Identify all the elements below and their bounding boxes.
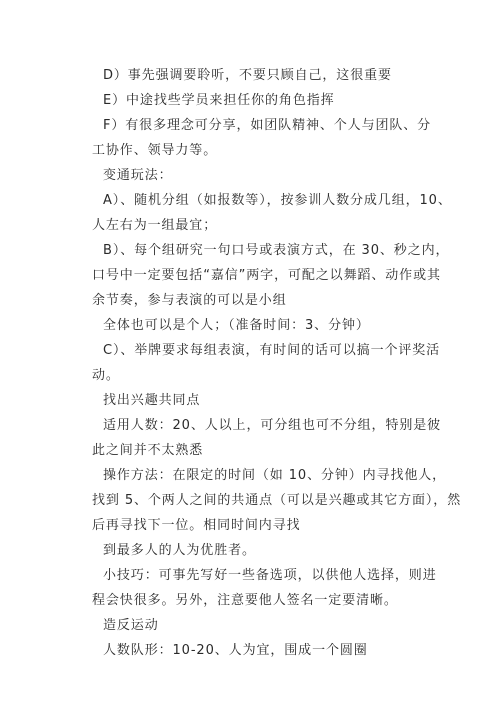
text-line-11: 全体也可以是个人；（准备时间：3、分钟） <box>103 318 370 333</box>
text-line-10: 余节奏，参与表演的可以是小组 <box>92 293 287 308</box>
text-line-20: 到最多人的人为优胜者。 <box>103 543 256 558</box>
text-line-3: F）有很多理念可分享，如团队精神、个人与团队、分 <box>103 118 432 133</box>
text-line-12: C）、举牌要求每组表演，有时间的话可以搞一个评奖活 <box>103 343 441 358</box>
text-line-18: 找到 5、个两人之间的共通点（可以是兴趣或其它方面），然 <box>92 493 462 508</box>
text-line-5: 变通玩法： <box>103 168 173 183</box>
text-line-22: 程会快很多。另外，注意要他人签名一定要清晰。 <box>92 593 398 608</box>
text-line-19: 后再寻找下一位。相同时间内寻找 <box>92 518 301 533</box>
text-line-13: 动。 <box>92 368 120 383</box>
text-line-21: 小技巧：可事先写好一些备选项，以供他人选择，则进 <box>103 568 437 583</box>
text-line-15: 适用人数：20、人以上，可分组也可不分组，特别是彼 <box>103 418 442 433</box>
text-line-9: 口号中一定要包括“嘉信”两字，可配之以舞蹈、动作或其 <box>92 268 441 283</box>
text-line-24: 人数队形：10-20、人为宜，围成一个圆圈 <box>103 643 368 658</box>
text-line-4: 工协作、领导力等。 <box>92 143 218 158</box>
text-line-1: D）事先强调要聆听，不要只顾自己，这很重要 <box>103 68 392 83</box>
text-line-14: 找出兴趣共同点 <box>103 393 201 408</box>
text-line-17: 操作方法：在限定的时间（如 10、分钟）内寻找他人， <box>103 468 447 483</box>
text-line-23: 造反运动 <box>103 618 159 633</box>
text-line-8: B）、每个组研究一句口号或表演方式，在 30、秒之内， <box>103 243 450 258</box>
text-line-7: 人左右为一组最宜； <box>92 218 218 233</box>
text-line-6: A）、随机分组（如报数等），按参训人数分成几组，10、 <box>103 193 452 208</box>
text-line-16: 此之间并不太熟悉 <box>92 443 204 458</box>
text-line-2: E）中途找些学员来担任你的角色指挥 <box>103 93 335 108</box>
